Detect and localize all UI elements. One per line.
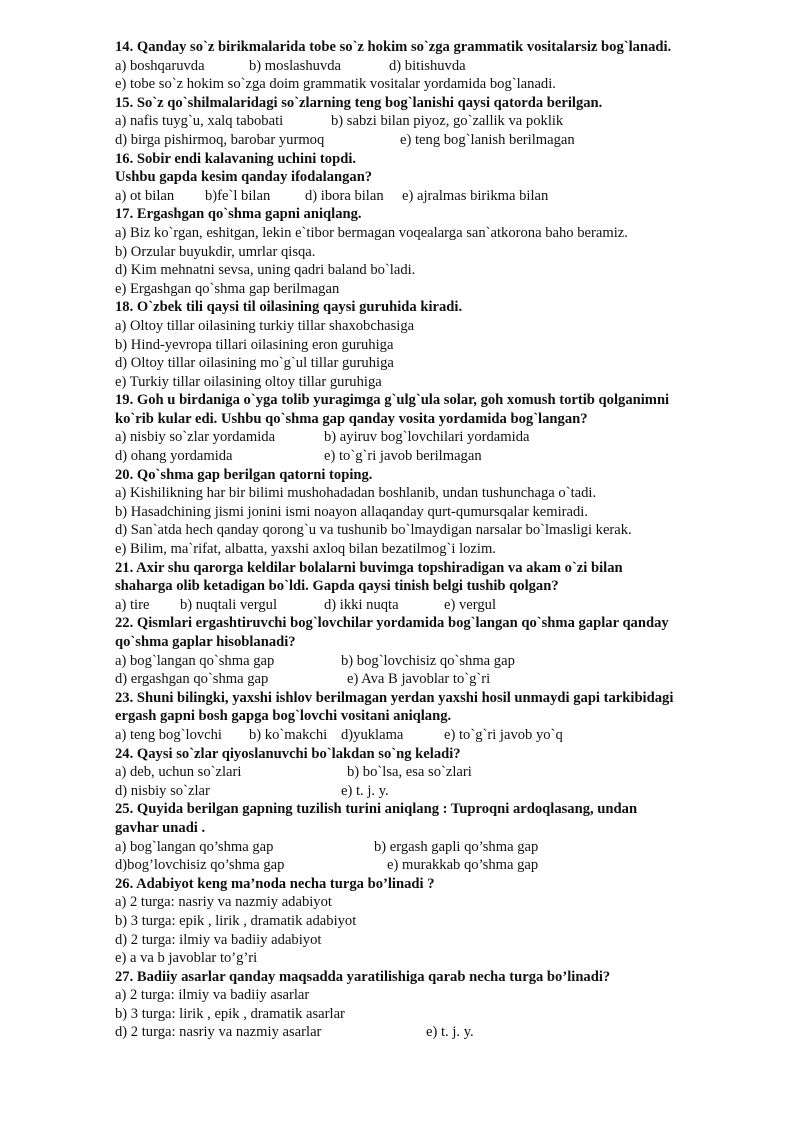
answer-option: a) nisbiy so`zlar yordamida	[115, 429, 276, 446]
answer-option: e) t. j. y.	[341, 782, 389, 799]
question-text: 15. So`z qo`shilmalaridagi so`zlarning teng bog`lanishi qaysi qatorda berilgan.	[115, 94, 603, 111]
answer-option: a) teng bog`lovchi	[115, 726, 222, 743]
answer-options	[115, 726, 765, 745]
question-text: shaharga olib ketadigan bo`ldi. Gapda qaysi tinish belgi tushib qolgan?	[115, 578, 559, 595]
answer-text: b) Hind-yevropa tillari oilasining eron guruhiga	[115, 336, 394, 353]
answer-option: d)yuklama	[341, 726, 404, 743]
answer-options	[115, 596, 765, 615]
question-text: 16. Sobir endi kalavaning uchini topdi.	[115, 150, 357, 167]
answer-text: a) 2 turga: ilmiy va badiiy asarlar	[115, 987, 310, 1004]
answer-option: d) nisbiy so`zlar	[115, 782, 210, 799]
answer-options	[115, 838, 765, 857]
question-text: 25. Quyida berilgan gapning tuzilish turini aniqlang : Tuproqni ardoqlasang, undan	[115, 801, 638, 818]
answer-text: d) 2 turga: ilmiy va badiiy adabiyot	[115, 931, 322, 948]
answer-text: d) San`atda hech qanday qorong`u va tushunib bo`lmaydigan narsalar bo`lmasligi kerak.	[115, 522, 632, 539]
answer-option: d) ibora bilan	[305, 187, 384, 204]
question-text: Ushbu gapda kesim qanday ifodalangan?	[115, 169, 373, 186]
answer-options	[115, 447, 765, 466]
answer-option: d)bog’lovchisiz qo’shma gap	[115, 857, 285, 874]
answer-text: b) Orzular buyukdir, umrlar qisqa.	[115, 243, 316, 260]
answer-option: e) to`g`ri javob yo`q	[444, 726, 563, 743]
answer-option: e) to`g`ri javob berilmagan	[324, 448, 482, 465]
question-text: 17. Ergashgan qo`shma gapni aniqlang.	[115, 206, 362, 223]
answer-option: a) bog`langan qo`shma gap	[115, 652, 275, 669]
answer-option: d) ikki nuqta	[324, 596, 399, 613]
answer-options	[115, 131, 765, 150]
question-text: ergash gapni bosh gapga bog`lovchi vositani aniqlang.	[115, 708, 452, 725]
answer-option: b) bog`lovchisiz qo`shma gap	[341, 652, 515, 669]
answer-option: d) 2 turga: nasriy va nazmiy asarlar	[115, 1024, 322, 1041]
answer-option: b) sabzi bilan piyoz, go`zallik va poklik	[331, 113, 564, 130]
test-questions	[115, 38, 765, 1042]
answer-text: e) a va b javoblar to’g’ri	[115, 950, 258, 967]
question-text: gavhar unadi .	[115, 819, 206, 836]
answer-option: e) vergul	[444, 596, 497, 613]
answer-options	[115, 763, 765, 782]
answer-option: b) bo`lsa, esa so`zlari	[347, 764, 472, 781]
question-text: 20. Qo`shma gap berilgan qatorni toping.	[115, 466, 373, 483]
answer-option: e) teng bog`lanish berilmagan	[400, 131, 575, 148]
answer-option: e) t. j. y.	[426, 1024, 474, 1041]
answer-option: d) bitishuvda	[389, 57, 466, 74]
answer-text: d) Kim mehnatni sevsa, uning qadri baland bo`ladi.	[115, 262, 416, 279]
question-text: 26. Adabiyot keng ma’noda necha turga bo’linadi ?	[115, 875, 435, 892]
answer-option: e) ajralmas birikma bilan	[402, 187, 549, 204]
question-text: 27. Badiiy asarlar qanday maqsadda yaratilishiga qarab necha turga bo’linadi?	[115, 968, 611, 985]
answer-options	[115, 187, 765, 206]
answer-options	[115, 57, 765, 76]
answer-text: b) 3 turga: lirik , epik , dramatik asarlar	[115, 1005, 345, 1022]
answer-text: a) Oltoy tillar oilasining turkiy tillar shaxobchasiga	[115, 317, 415, 334]
question-text: 24. Qaysi so`zlar qiyoslanuvchi bo`lakdan so`ng keladi?	[115, 745, 461, 762]
answer-option: a) deb, uchun so`zlari	[115, 764, 242, 781]
answer-options	[115, 112, 765, 131]
answer-text: a) 2 turga: nasriy va nazmiy adabiyot	[115, 894, 332, 911]
answer-text: d) Oltoy tillar oilasining mo`g`ul tillar guruhiga	[115, 355, 394, 372]
answer-option: a) bog`langan qo’shma gap	[115, 838, 274, 855]
answer-options	[115, 856, 765, 875]
question-text: 23. Shuni bilingki, yaxshi ishlov berilmagan yerdan yaxshi hosil unmaydi gapi tarkibidagi	[115, 689, 674, 706]
question-text: 21. Axir shu qarorga keldilar bolalarni buvimga topshiradigan va akam o`zi bilan	[115, 559, 623, 576]
answer-option: e) murakkab qo’shma gap	[387, 857, 539, 874]
answer-options	[115, 670, 765, 689]
answer-option: d) ergashgan qo`shma gap	[115, 671, 269, 688]
answer-options	[115, 1023, 765, 1042]
question-text: ko`rib kular edi. Ushbu qo`shma gap qanday vosita yordamida bog`langan?	[115, 410, 588, 427]
answer-option: d) birga pishirmoq, barobar yurmoq	[115, 131, 325, 148]
answer-text: b) 3 turga: epik , lirik , dramatik adabiyot	[115, 912, 357, 929]
answer-option: a) boshqaruvda	[115, 57, 205, 74]
answer-options	[115, 782, 765, 801]
answer-options	[115, 428, 765, 447]
question-text: 18. O`zbek tili qaysi til oilasining qaysi guruhida kiradi.	[115, 299, 463, 316]
answer-text: e) Turkiy tillar oilasining oltoy tillar guruhiga	[115, 373, 382, 390]
answer-option: d) ohang yordamida	[115, 448, 233, 465]
answer-options	[115, 652, 765, 671]
answer-text: a) Biz ko`rgan, eshitgan, lekin e`tibor bermagan voqealarga san`atkorona baho beramiz.	[115, 224, 628, 241]
answer-text: b) Hasadchining jismi jonini ismi noayon allaqanday qurt-qumursqalar kemiradi.	[115, 503, 588, 520]
answer-text: e) tobe so`z hokim so`zga doim grammatik vositalar yordamida bog`lanadi.	[115, 76, 556, 93]
answer-option: a) ot bilan	[115, 187, 175, 204]
answer-option: a) nafis tuyg`u, xalq tabobati	[115, 113, 284, 130]
answer-option: b) ayiruv bog`lovchilari yordamida	[324, 429, 530, 446]
answer-text: e) Bilim, ma`rifat, albatta, yaxshi axloq bilan bezatilmog`i lozim.	[115, 541, 496, 558]
question-text: qo`shma gaplar hisoblanadi?	[115, 634, 296, 650]
answer-text: a) Kishilikning har bir bilimi mushohadadan boshlanib, undan tushunchaga o`tadi.	[115, 485, 597, 502]
answer-option: b) moslashuvda	[249, 57, 342, 74]
answer-option: b) ergash gapli qo’shma gap	[374, 838, 539, 855]
answer-text: e) Ergashgan qo`shma gap berilmagan	[115, 280, 340, 297]
answer-option: b) nuqtali vergul	[180, 596, 278, 613]
question-text: 19. Goh u birdaniga o`yga tolib yuragimga g`ulg`ula solar, goh xomush tortib qolganimni	[115, 392, 670, 409]
answer-option: a) tire	[115, 596, 150, 613]
answer-option: e) Ava B javoblar to`g`ri	[347, 671, 491, 688]
question-text: 14. Qanday so`z birikmalarida tobe so`z hokim so`zga grammatik vositalarsiz bog`lanadi.	[115, 39, 672, 55]
question-text: 22. Qismlari ergashtiruvchi bog`lovchilar yordamida bog`langan qo`shma gaplar qanday	[115, 615, 669, 632]
answer-option: b) ko`makchi	[249, 726, 328, 743]
answer-option: b)fe`l bilan	[205, 187, 271, 204]
